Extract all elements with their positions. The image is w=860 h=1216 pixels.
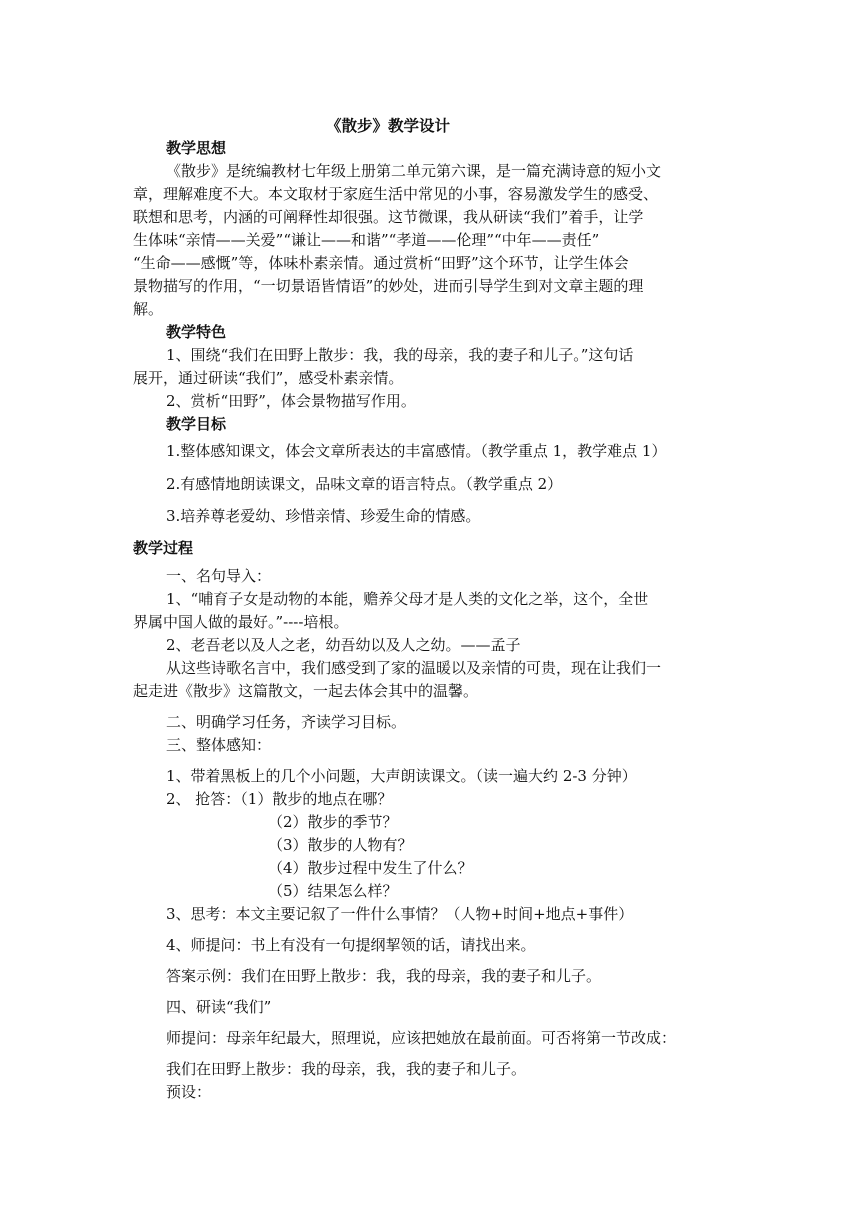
paragraph-line: 1、围绕“我们在田野上散步：我，我的母亲，我的妻子和儿子。”这句话 [166,346,634,364]
quote-line: 1、“哺育子女是动物的本能，赡养父母才是人类的文化之举，这个，全世 [166,590,649,608]
paragraph-line: 章，理解难度不大。本文取材于家庭生活中常见的小事，容易激发学生的感受、 [133,185,659,203]
paragraph-line: 《散步》是统编教材七年级上册第二单元第六课，是一篇充满诗意的短小文 [166,162,662,180]
paragraph-line: 从这些诗歌名言中，我们感受到了家的温暖以及亲情的可贵，现在让我们一 [166,659,662,677]
sub-question: （4）散步过程中发生了什么？ [268,859,473,877]
goal-item: 1.整体感知课文，体会文章所表达的丰富感情。（教学重点 1，教学难点 1） [166,442,667,460]
paragraph-line: 2、赏析“田野”，体会景物描写作用。 [166,392,416,410]
heading-teaching-process: 教学过程 [133,539,194,557]
step-heading: 四、研读“我们” [166,998,272,1016]
paragraph-line: 联想和思考，内涵的可阐释性却很强。这节微课，我从研读“我们”着手，让学 [133,208,644,226]
paragraph-line: 师提问：母亲年纪最大，照理说，应该把她放在最前面。可否将第一节改成： [166,1029,677,1047]
goal-item: 3.培养尊老爱幼、珍惜亲情、珍爱生命的情感。 [166,507,481,525]
step-heading: 一、名句导入： [166,567,272,585]
paragraph-line: “生命——感慨”等，体味朴素亲情。通过赏析“田野”这个环节，让学生体会 [133,254,629,272]
goal-item: 2.有感情地朗读课文，品味文章的语言特点。（教学重点 2） [166,475,563,493]
sub-question: （2）散步的季节？ [268,813,398,831]
paragraph-line: 展开，通过研读“我们”，感受朴素亲情。 [133,369,404,387]
quote-line: 2、老吾老以及人之老，幼吾幼以及人之幼。——孟子 [166,636,521,654]
step-heading: 二、明确学习任务，齐读学习目标。 [166,713,407,731]
heading-teaching-features: 教学特色 [166,323,227,341]
doc-title: 《散步》教学设计 [326,116,451,135]
quote-line: 界属中国人做的最好。”----培根。 [133,613,349,631]
step-heading: 三、整体感知： [166,736,272,754]
list-item: 3、思考：本文主要记叙了一件什么事情？（人物+时间+地点+事件） [166,905,634,923]
heading-teaching-goals: 教学目标 [166,415,227,433]
paragraph-line: 景物描写的作用，“一切景语皆情语”的妙处，进而引导学生到对文章主题的理 [133,277,644,295]
list-item: 2、 抢答：（1）散步的地点在哪？ [166,790,393,808]
paragraph-line: 我们在田野上散步：我的母亲，我，我的妻子和儿子。 [166,1060,527,1078]
paragraph-line: 起走进《散步》这篇散文，一起去体会其中的温馨。 [133,682,479,700]
answer-example: 答案示例：我们在田野上散步：我，我的母亲，我的妻子和儿子。 [166,967,602,985]
list-item: 1、带着黑板上的几个小问题，大声朗读课文。（读一遍大约 2-3 分钟） [166,767,637,785]
list-item: 4、师提问：书上有没有一句提纲挈领的话，请找出来。 [166,936,536,954]
paragraph-line: 生体味“亲情——关爱”“谦让——和谐”“孝道——伦理”“中年——责任” [133,231,600,249]
sub-question: （5）结果怎么样？ [268,882,398,900]
heading-teaching-thought: 教学思想 [166,139,227,157]
preset-label: 预设： [166,1083,212,1101]
sub-question: （3）散步的人物有？ [268,836,413,854]
paragraph-line: 解。 [133,300,164,318]
